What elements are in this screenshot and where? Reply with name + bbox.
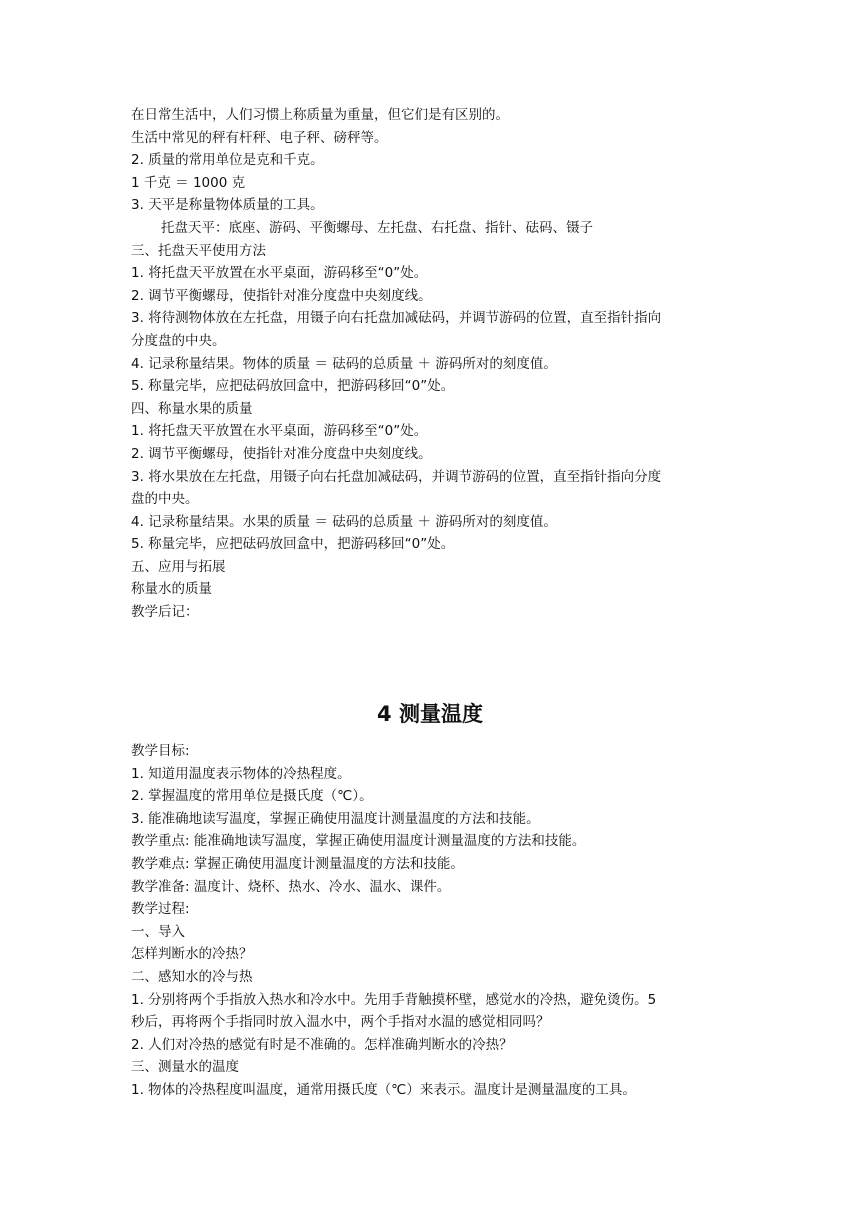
text-line: 在日常生活中，人们习惯上称质量为重量，但它们是有区别的。: [131, 107, 509, 123]
text-line: 3. 能准确地读写温度，掌握正确使用温度计测量温度的方法和技能。: [131, 810, 540, 827]
section-heading: 五、应用与拓展: [131, 558, 226, 575]
text-line: 分度盘的中央。: [131, 332, 226, 349]
text-line: 5. 称量完毕，应把砝码放回盒中，把游码移回“0”处。: [131, 536, 455, 553]
section-heading: 三、测量水的温度: [131, 1059, 239, 1076]
text-line: 4. 记录称量结果。水果的质量 ＝ 砝码的总质量 ＋ 游码所对的刻度值。: [131, 513, 557, 530]
section-heading: 四、称量水果的质量: [131, 400, 253, 417]
text-line: 3. 将待测物体放在左托盘，用镊子向右托盘加减砝码，并调节游码的位置，直至指针指向: [131, 310, 662, 327]
text-line: 2. 掌握温度的常用单位是摄氏度（℃）。: [131, 788, 373, 805]
text-line: 1. 物体的冷热程度叫温度，通常用摄氏度（℃）来表示。温度计是测量温度的工具。: [131, 1081, 636, 1098]
text-line: 1 千克 ＝ 1000 克: [131, 174, 246, 191]
text-line: 教学重点: 能准确地读写温度，掌握正确使用温度计测量温度的方法和技能。: [131, 833, 586, 850]
text-line: 3. 天平是称量物体质量的工具。: [131, 197, 324, 214]
text-line: 4. 记录称量结果。物体的质量 ＝ 砝码的总质量 ＋ 游码所对的刻度值。: [131, 355, 557, 372]
section-heading: 二、感知水的冷与热: [131, 968, 253, 985]
text-line: 1. 分别将两个手指放入热水和冷水中。先用手背触摸杯壁，感觉水的冷热，避免烫伤。5: [131, 991, 657, 1008]
section-1-text: [131, 104, 731, 624]
text-line: 称量水的质量: [131, 581, 212, 598]
text-line: 盘的中央。: [131, 491, 199, 508]
section-heading: 一、导入: [131, 923, 185, 940]
text-line: 怎样判断水的冷热？: [131, 946, 253, 963]
text-line: 生活中常见的秤有杆秤、电子秤、磅秤等。: [131, 129, 388, 146]
text-line: 1. 知道用温度表示物体的冷热程度。: [131, 765, 351, 782]
text-line: 教学准备: 温度计、烧杯、热水、冷水、温水、课件。: [131, 878, 451, 895]
text-line: 教学后记：: [131, 604, 199, 621]
section-2-text: [131, 740, 731, 1102]
text-line: 2. 调节平衡螺母，使指针对准分度盘中央刻度线。: [131, 445, 432, 462]
text-line: 3. 将水果放在左托盘，用镊子向右托盘加减砝码，并调节游码的位置，直至指针指向分度: [131, 468, 662, 485]
text-line: 1. 将托盘天平放置在水平桌面，游码移至“0”处。: [131, 265, 428, 282]
text-line: 5. 称量完毕，应把砝码放回盒中，把游码移回“0”处。: [131, 378, 455, 395]
text-line: 教学目标:: [131, 743, 190, 759]
text-line: 1. 将托盘天平放置在水平桌面，游码移至“0”处。: [131, 423, 428, 440]
text-line: 秒后，再将两个手指同时放入温水中，两个手指对水温的感觉相同吗？: [131, 1014, 550, 1031]
text-line: 教学过程:: [131, 901, 190, 918]
text-line: 托盘天平：底座、游码、平衡螺母、左托盘、右托盘、指针、砝码、镊子: [161, 219, 593, 236]
text-line: 教学难点: 掌握正确使用温度计测量温度的方法和技能。: [131, 855, 464, 872]
text-line: 2. 人们对冷热的感觉有时是不准确的。怎样准确判断水的冷热？: [131, 1036, 513, 1053]
section-heading: 三、托盘天平使用方法: [131, 242, 266, 259]
text-line: 2. 质量的常用单位是克和千克。: [131, 152, 324, 169]
text-line: 2. 调节平衡螺母，使指针对准分度盘中央刻度线。: [131, 287, 432, 304]
lesson-title: 4 测量温度: [377, 702, 483, 726]
